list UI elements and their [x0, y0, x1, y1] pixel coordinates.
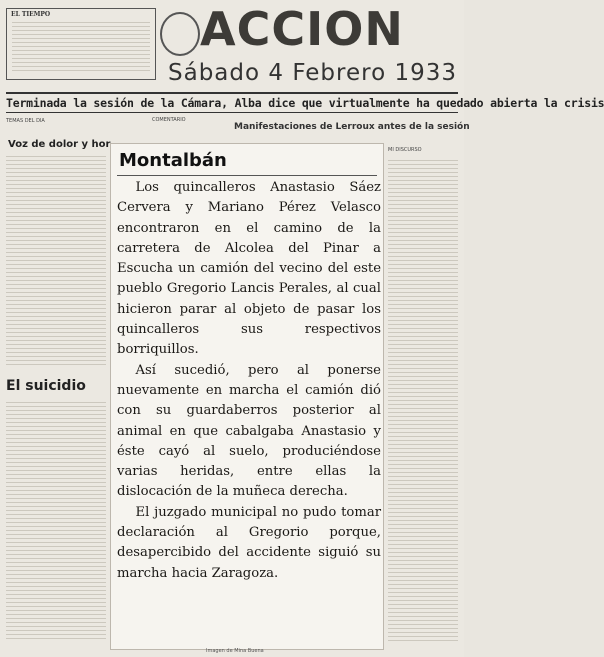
- clipping-rule: [117, 175, 377, 176]
- center-label: COMENTARIO: [152, 117, 186, 123]
- headline-rule: [6, 112, 458, 113]
- clipping-title: Montalbán: [119, 150, 227, 171]
- montalban-clipping: [111, 144, 383, 649]
- weather-text-lines: [12, 22, 150, 74]
- weather-title: EL TIEMPO: [11, 11, 51, 18]
- suicide-article-title: El suicidio: [6, 378, 86, 394]
- right-subhead: Manifestaciones de Lerroux antes de la sesión: [234, 122, 470, 132]
- clipping-paragraph: El juzgado municipal no pudo tomar declaración al Gregorio porque, desapercibido del accidente siguió su marcha hacia Zaragoza.: [117, 504, 381, 581]
- masthead-date: Sábado 4 Febrero 1933: [168, 60, 458, 86]
- clipping-paragraph: Los quincalleros Anastasio Sáez Cervera y Mariano Pérez Velasco encontraron en el camino de la carretera de Alcolea del Pinar a Escucha un camión del vecino del este pueblo Gregorio Lancis Perales, al cual hicieron parar al objeto de pasar los quincalleros sus respectivos borriquillos.: [117, 180, 381, 358]
- left-column-title: Voz de dolor y hor: [8, 139, 111, 150]
- front-headline: Terminada la sesión de la Cámara, Alba dice que virtualmente ha quedado abierta la crisis: [6, 96, 604, 110]
- left-column-text: [6, 156, 106, 366]
- masthead-emblem: [160, 12, 200, 56]
- right-column-label: MI DISCURSO: [388, 147, 422, 153]
- footer-caption: Imagen de Mina Buena: [206, 648, 264, 654]
- suicide-article-text: [6, 402, 106, 642]
- left-section-label: TEMAS DEL DIA: [6, 118, 45, 124]
- clipping-body: [117, 178, 381, 584]
- masthead-rule: [6, 92, 458, 94]
- masthead-title: ACCION: [200, 2, 404, 56]
- clipping-paragraph: Así sucedió, pero al ponerse nuevamente en marcha el camión dió con su guardaberros posterior al animal en que cabalgaba Anastasio y éste cayó al suelo, produciéndose varias heridas, entre ellas la dislocación de la muñeca derecha.: [117, 362, 381, 500]
- right-column-text: [388, 160, 458, 642]
